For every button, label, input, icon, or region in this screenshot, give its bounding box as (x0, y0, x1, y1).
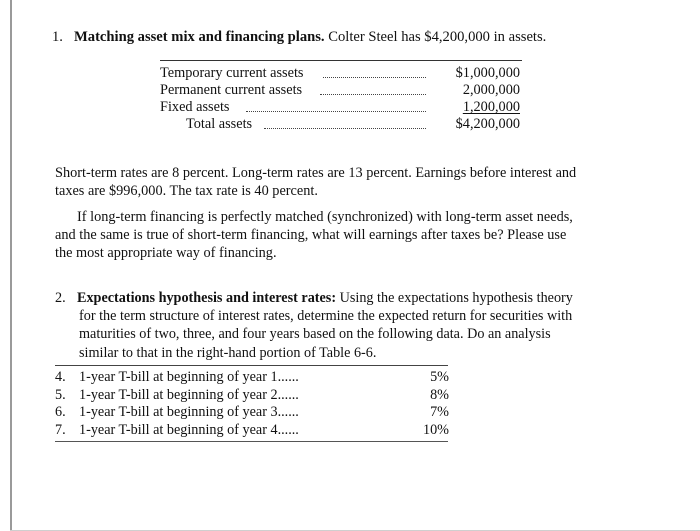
list-item-number: 6. (55, 404, 66, 420)
list-item (55, 422, 455, 440)
text-line: the most appropriate way of financing. (55, 245, 277, 262)
text-line: Short-term rates are 8 percent. Long-term rates are 13 percent. Earnings before interest and (55, 165, 577, 181)
question-2-first-line (55, 289, 655, 307)
leader-dots (264, 126, 426, 129)
list-item-number: 4. (55, 369, 66, 385)
list-item-rate: 10% (422, 421, 449, 438)
asset-amount: 1,200,000 (462, 99, 520, 115)
page-left-border (10, 0, 12, 531)
list-item-number: 7. (55, 421, 66, 438)
question-1-intro: Colter Steel has $4,200,000 in assets. (328, 29, 547, 45)
asset-total-amount: $4,200,000 (455, 116, 520, 132)
asset-amount: $1,000,000 (455, 65, 520, 81)
asset-label: Temporary current assets (160, 65, 304, 81)
question-1-number: 1. (52, 29, 63, 45)
text-line: taxes are $996,000. The tax rate is 40 percent. (55, 183, 318, 200)
list-item-number: 5. (55, 386, 66, 403)
question-1-paragraph-question (55, 208, 655, 263)
text-line: and the same is true of short-term financing, what will earnings after taxes be? Please use (55, 227, 567, 244)
list-item-rate: 7% (430, 404, 449, 420)
table-top-rule (160, 60, 522, 61)
tbill-list (55, 369, 455, 439)
asset-amount: 2,000,000 (462, 82, 520, 98)
asset-row (160, 99, 522, 116)
tbill-bottom-rule (55, 441, 448, 442)
list-item (55, 404, 455, 422)
question-1-paragraph-rates (55, 164, 655, 200)
list-item (55, 369, 455, 387)
asset-row (160, 82, 522, 99)
question-1-title: Matching asset mix and financing plans. (74, 29, 325, 45)
asset-label: Total assets (186, 116, 253, 132)
list-item-label: 1-year T-bill at beginning of year 4...... (79, 421, 299, 438)
text-line: If long-term financing is perfectly matched (synchronized) with long-term asset needs, (77, 209, 573, 225)
question-1-heading (52, 28, 672, 46)
list-item-label: 1-year T-bill at beginning of year 2...... (79, 386, 299, 403)
question-2-number: 2. (55, 290, 66, 306)
asset-label: Permanent current assets (160, 82, 303, 98)
asset-row-total (160, 116, 522, 133)
assets-table (160, 60, 522, 133)
question-2-title: Expectations hypothesis and interest rates: (77, 290, 337, 306)
asset-row (160, 65, 522, 82)
list-item (55, 387, 455, 405)
text-line: for the term structure of interest rates, determine the expected return for securities with (79, 308, 573, 325)
text-line: maturities of two, three, and four years based on the following data. Do an analysis (79, 326, 551, 343)
leader-dots (320, 92, 426, 95)
list-item-label: 1-year T-bill at beginning of year 1...... (79, 369, 299, 385)
leader-dots (246, 109, 426, 112)
question-2 (55, 289, 655, 362)
list-item-rate: 8% (430, 386, 449, 403)
asset-label: Fixed assets (160, 99, 230, 115)
question-2-intro: Using the expectations hypothesis theory (339, 290, 573, 306)
question-2-rule (55, 365, 448, 366)
leader-dots (323, 75, 426, 78)
text-line: similar to that in the right-hand portion of Table 6-6. (79, 344, 377, 361)
list-item-rate: 5% (430, 369, 449, 385)
list-item-label: 1-year T-bill at beginning of year 3...... (79, 404, 299, 420)
